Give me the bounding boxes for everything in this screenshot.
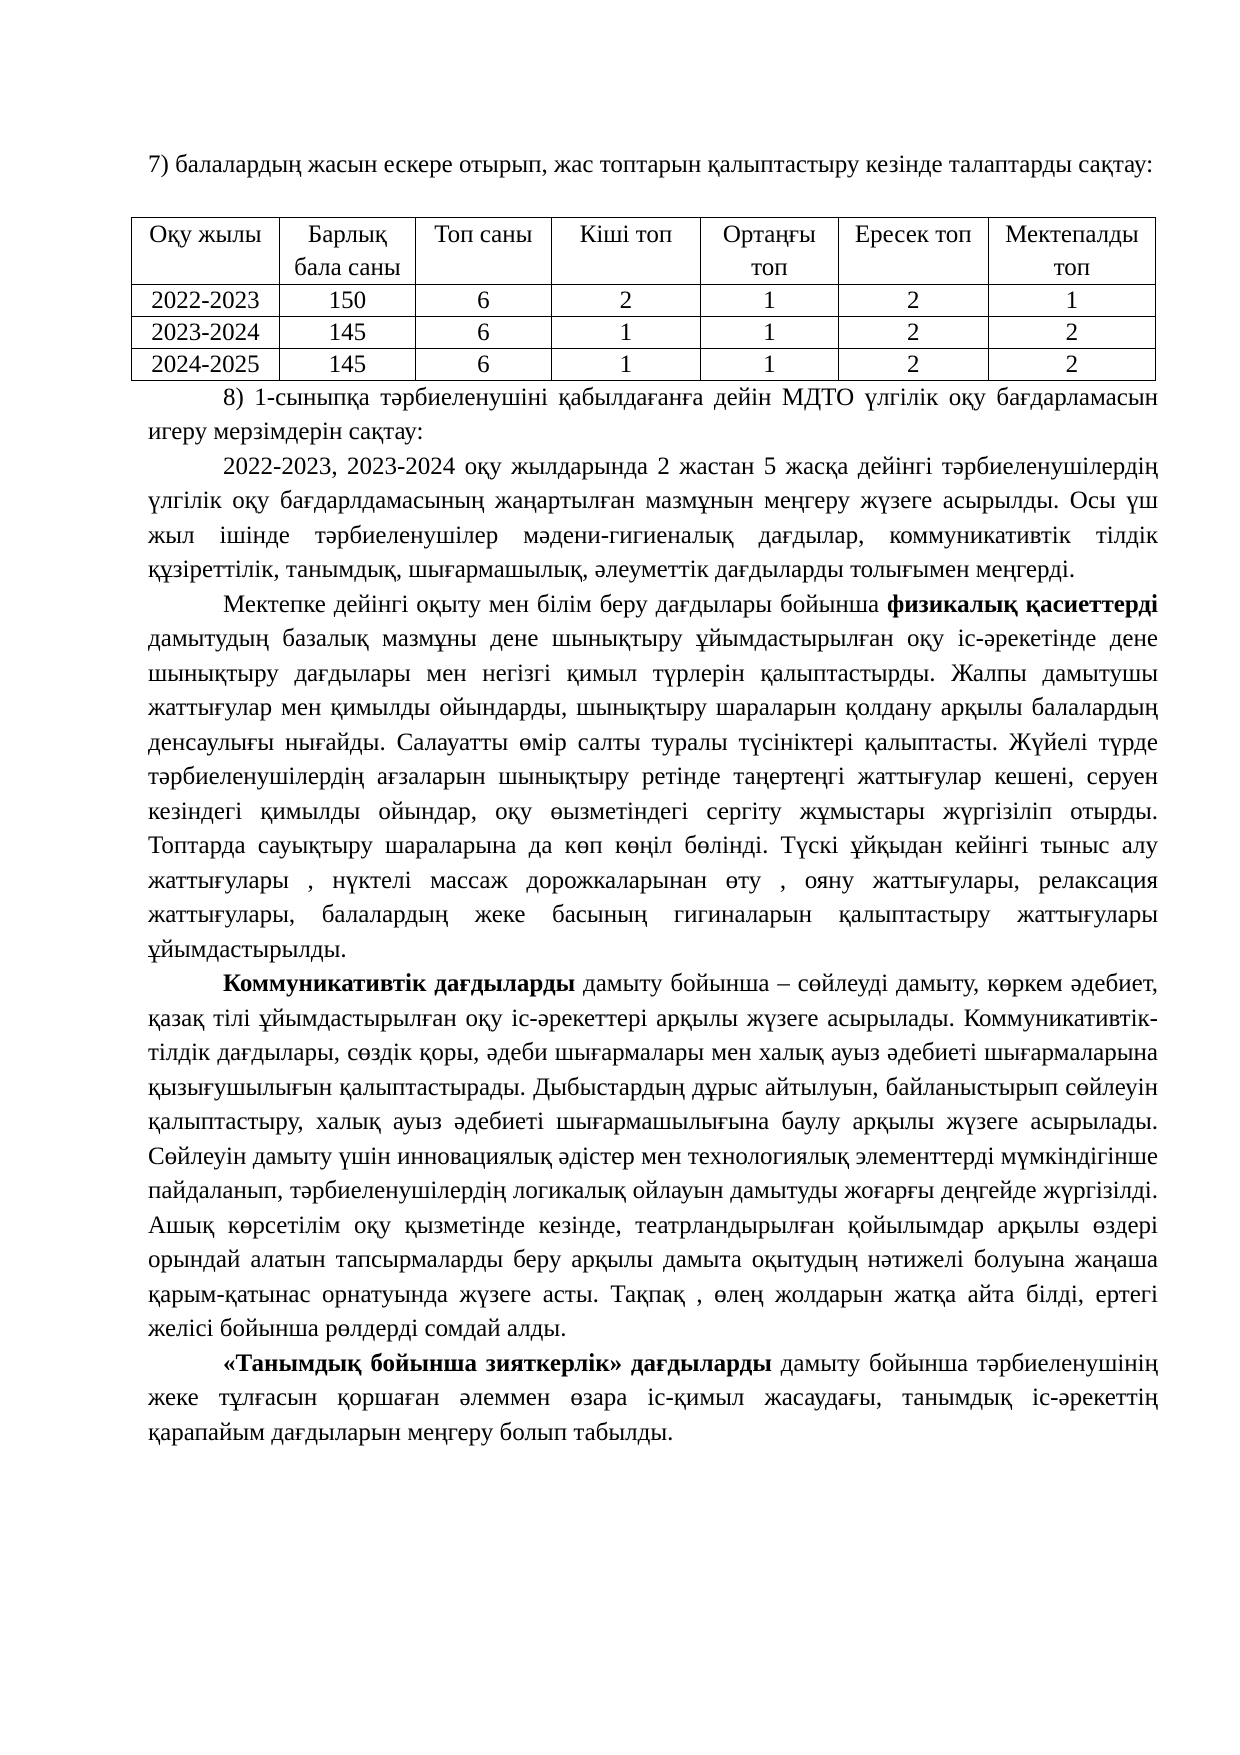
paragraph-physical-qualities [148, 588, 1158, 968]
table-cell: 2024-2025 [132, 348, 280, 380]
table-cell: 145 [279, 316, 415, 348]
table-cell: 2 [838, 348, 988, 380]
table-cell: 145 [279, 348, 415, 380]
table-cell: 6 [415, 284, 551, 316]
paragraph-text: Мектепке дейінгі оқыту мен білім беру дағдылары бойынша [223, 590, 887, 618]
paragraph-communicative-skills [148, 967, 1158, 1347]
header-cell: Топ саны [415, 217, 551, 284]
table-row [132, 348, 1156, 380]
table-cell: 6 [415, 316, 551, 348]
table-header-row [132, 217, 1156, 284]
paragraph-text: дамытудың базалық мазмұны дене шынықтыру ұйымдастырылған оқу іс-әрекетінде дене шынықтыру дағдылары мен негізгі қимыл түрлерін қалыптастырды. Жалпы дамытушы жаттығулар мен қимылды ойындарды, шынықтыру шараларын қолдану арқылы балалардың денсаулығы нығайды. Салауатты өмір салты туралы түсініктері қалыптасты. Жүйелі түрде тәрбиеленушілердің ағзаларын шынықтыру ретінде таңертеңгі жаттығулар кешені, серуен кезіндегі қимылды ойындар, оқу өызметіндегі сергіту жұмыстары жүргізіліп отырды. Топтарда сауықтыру шараларына да көп көңіл бөлінді. Түскі ұйқыдан кейінгі тыныс алу жаттығулары , нүктелі массаж дорожкаларынан өту , ояну жаттығулары, релаксация жаттығулары, балалардың жеке басының гигиналарын қалыптастыру жаттығулары ұйымдастырылды. [148, 625, 1158, 963]
table-cell: 1 [701, 284, 839, 316]
table-cell: 150 [279, 284, 415, 316]
age-groups-table [131, 217, 1156, 381]
paragraph-item-8: 8) 1-сыныпқа тәрбиеленушіні қабылдағанға дейін МДТО үлгілік оқу бағдарламасын игеру мерзімдерін сақтау: [148, 383, 1158, 445]
table-cell: 6 [415, 348, 551, 380]
table-cell: 2023-2024 [132, 316, 280, 348]
table-cell: 1 [988, 284, 1155, 316]
table-row [132, 316, 1156, 348]
document-page [148, 148, 1158, 1450]
intro-paragraph: 7) балалардың жасын ескере отырып, жас топтарын қалыптастыру кезінде талаптарды сақтау: [148, 151, 1154, 178]
header-cell: Барлық бала саны [279, 217, 415, 284]
bold-term: Коммуникативтік дағдыларды [223, 970, 576, 997]
table-cell: 2022-2023 [132, 284, 280, 316]
header-cell: Ортаңғы топ [701, 217, 839, 284]
table-cell: 1 [551, 348, 700, 380]
header-cell: Кіші топ [551, 217, 700, 284]
table-cell: 2 [551, 284, 700, 316]
table-cell: 2 [988, 348, 1155, 380]
table-cell: 2 [838, 284, 988, 316]
header-cell: Оқу жылы [132, 217, 280, 284]
table-cell: 1 [551, 316, 700, 348]
header-cell: Ересек топ [838, 217, 988, 284]
table-cell: 2 [838, 316, 988, 348]
table-cell: 2 [988, 316, 1155, 348]
paragraph-text: дамыту бойынша тәрбиеленушінің жеке тұлғасын қоршаған әлеммен өзара іс-қимыл жасаудағы, танымдық іс-әрекеттің қарапайым дағдыларын меңгеру болып табылды. [148, 1349, 1158, 1446]
bold-term: физикалық қасиеттерді [886, 590, 1159, 618]
table-row [132, 284, 1156, 316]
paragraph-cognitive-skills [148, 1347, 1158, 1451]
bold-term: «Танымдық бойынша зияткерлік» дағдыларды [223, 1349, 772, 1377]
header-cell: Мектепалды топ [988, 217, 1155, 284]
table-cell: 1 [701, 348, 839, 380]
table-cell: 1 [701, 316, 839, 348]
paragraph-text: дамыту бойынша – сөйлеуді дамыту, көркем әдебиет, қазақ тілі ұйымдастырылған оқу іс-әрекеттері арқылы жүзеге асырылады. Коммуникативтік- тілдік дағдылары, сөздік қоры, әдеби шығармалары мен халық ауыз әдебиеті шығармаларына қызығушылығын қалыптастырады. Дыбыстардың дұрыс айтылуын, байланыстырып сөйлеуін қалыптастыру, халық ауыз әдебиеті шығармашылығына баулу арқылы жүзеге асырылады. Сөйлеуін дамыту үшін инновациялық әдістер мен технологиялық элементтерді мүмкіндігінше пайдаланып, тәрбиеленушілердің логикалық ойлауын дамытуды жоғарғы деңгейде жүргізілді. Ашық көрсетілім оқу қызметінде кезінде, театрландырылған қойылымдар арқылы өздері орындай алатын тапсырмаларды беру арқылы дамыта оқытудың нәтижелі болуына жаңаша қарым-қатынас орнатуында жүзеге асты. Тақпақ , өлең жолдарын жатқа айта білді, ертегі желісі бойынша рөлдерді сомдай алды. [148, 970, 1158, 1342]
paragraph-program-mastery: 2022-2023, 2023-2024 оқу жылдарында 2 жастан 5 жасқа дейінгі тәрбиеленушілердің үлгілік оқу бағдарлдамасының жаңартылған мазмұнын меңгеру жүзеге асырылды. Осы үш жыл ішінде тәрбиеленушілер мәдени-гигиеналық дағдылар, коммуникативтік тілдік құзіреттілік, танымдық, шығармашылық, әлеуметтік дағдыларды толығымен меңгерді. [148, 452, 1158, 583]
